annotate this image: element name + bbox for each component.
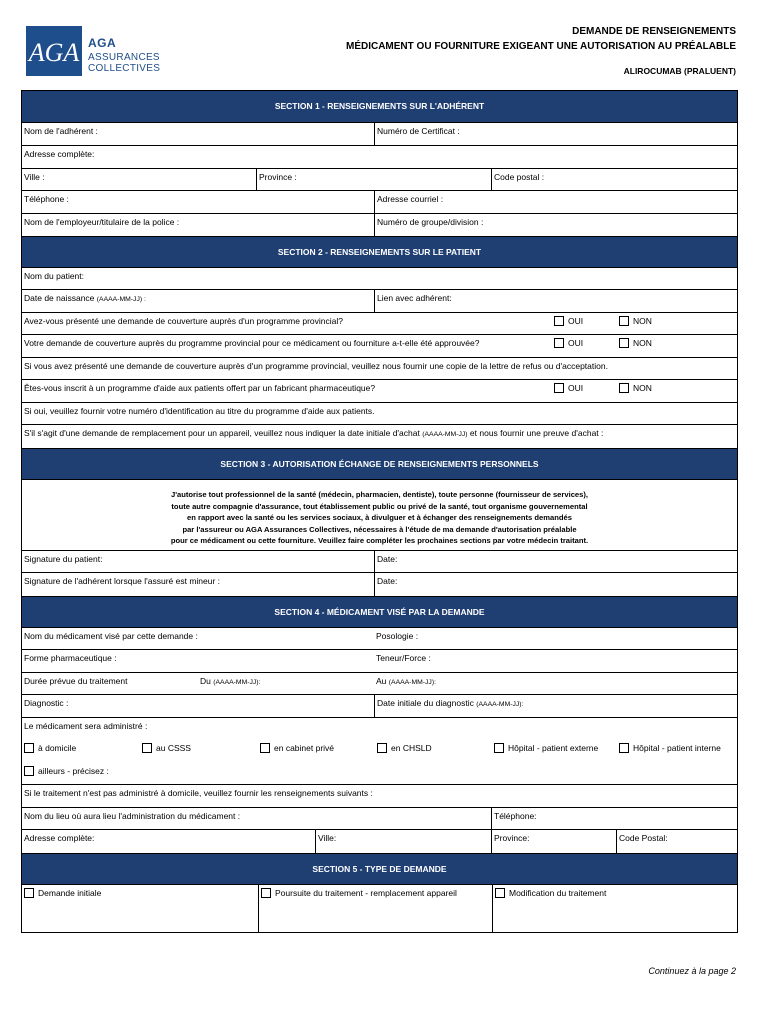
checkbox-icon: [24, 888, 34, 898]
section-5-header: SECTION 5 - TYPE DE DEMANDE: [22, 853, 737, 885]
field-groupe[interactable]: Numéro de groupe/division :: [374, 214, 737, 236]
field-lien-adherent[interactable]: Lien avec adhérent:: [374, 290, 737, 312]
document-title: DEMANDE DE RENSEIGNEMENTS MÉDICAMENT OU FOURNITURE EXIGEANT UNE AUTORISATION AU PRÉALABLE: [345, 26, 736, 52]
row-remplacement: [22, 425, 737, 448]
field-telephone-lieu[interactable]: Téléphone:: [491, 808, 737, 829]
field-diagnostic[interactable]: Diagnostic :: [24, 698, 69, 708]
field-nom-adherent[interactable]: Nom de l'adhérent :: [24, 126, 98, 136]
checkbox-icon: [261, 888, 271, 898]
field-date-signature-adherent[interactable]: Date:: [374, 573, 737, 596]
aga-logo-mark-icon: [26, 26, 82, 76]
logo: [26, 26, 176, 78]
row-ailleurs: [22, 763, 737, 785]
consent-text: J'autorise tout professionnel de la santé (médecin, pharmacien, dentiste), toute personne (fournisseur de services), toute autre compagnie d'assurance, tout établissement public ou privé de la santé, tout organisme gouvernemental en rapport avec la santé ou les services sociaux, à divulguer et à échanger des renseignements demandés par l'assureur ou AGA Assurances Collectives, nécessaires à l'étude de ma demande d'autorisation préalable pour ce médicament ou cette fourniture. Veuillez faire compléter les prochaines sections par votre médecin traitant.: [170, 490, 589, 546]
row-medicament: [22, 628, 737, 650]
row-telephone: [22, 191, 737, 214]
question-programme-provincial: Avez-vous présenté une demande de couverture auprès d'un programme provincial?: [24, 316, 343, 326]
row-naissance: [22, 290, 737, 313]
label-duree: Durée prévue du traitement: [24, 676, 128, 686]
row-employeur: [22, 214, 737, 236]
section-1-header: SECTION 1 - RENSEIGNEMENTS SUR L'ADHÉRENT: [22, 91, 737, 123]
drug-name: ALIROCUMAB (PRALUENT): [623, 66, 736, 76]
checkbox-icon: [619, 743, 629, 753]
checkbox-icon: [619, 338, 629, 348]
form: [21, 90, 738, 933]
option-non-1[interactable]: NON: [617, 313, 737, 334]
field-nom-patient[interactable]: Nom du patient:: [24, 271, 85, 281]
row-note-lettre: [22, 358, 737, 380]
row-diagnostic: [22, 695, 737, 718]
field-adresse-lieu[interactable]: Adresse complète:: [24, 833, 95, 843]
checkbox-icon: [377, 743, 387, 753]
checkbox-icon: [495, 888, 505, 898]
note-copie-lettre: Si vous avez présenté une demande de couverture auprès d'un programme provincial, veuillez nous fournir une copie de la lettre de refus ou d'acceptation.: [24, 361, 608, 371]
option-oui-2[interactable]: OUI: [552, 335, 617, 357]
row-type-demande: [22, 885, 737, 932]
checkbox-icon: [142, 743, 152, 753]
row-ville: [22, 169, 737, 191]
field-date-naissance[interactable]: Date de naissance (AAAA-MM-JJ) :: [24, 293, 146, 303]
row-adherent: [22, 123, 737, 146]
field-duree-du[interactable]: Du (AAAA-MM-JJ):: [200, 676, 261, 686]
row-duree: [22, 673, 737, 695]
checkbox-icon: [619, 383, 629, 393]
checkbox-icon: [554, 383, 564, 393]
note-lieu: Si le traitement n'est pas administré à domicile, veuillez fournir les renseignements suivants :: [24, 788, 373, 798]
field-numero-aide[interactable]: Si oui, veuillez fournir votre numéro d'identification au titre du programme d'aide aux patients.: [24, 406, 375, 416]
field-courriel[interactable]: Adresse courriel :: [374, 191, 737, 213]
option-hopital-externe[interactable]: Hôpital - patient externe: [492, 740, 617, 763]
field-ville-lieu[interactable]: Ville:: [315, 830, 491, 853]
question-demande-approuvee: Votre demande de couverture auprès du programme provincial pour ce médicament ou fourniture a-t-elle été approuvée?: [24, 338, 480, 348]
field-signature-patient[interactable]: Signature du patient:: [24, 554, 103, 564]
option-demande-initiale[interactable]: Demande initiale: [22, 885, 258, 932]
question-programme-aide: Êtes-vous inscrit à un programme d'aide aux patients offert par un fabricant pharmaceutique?: [24, 383, 376, 393]
option-non-2[interactable]: NON: [617, 335, 737, 357]
option-csss[interactable]: au CSSS: [140, 740, 258, 763]
field-date-achat[interactable]: S'il s'agit d'une demande de remplacement pour un appareil, veuillez nous indiquer la date initiale d'achat (AAAA-MM-JJ) et nous fournir une preuve d'achat :: [24, 428, 604, 438]
field-province-lieu[interactable]: Province:: [491, 830, 616, 853]
option-oui-1[interactable]: OUI: [552, 313, 617, 334]
logo-mark-text: AGA: [28, 38, 80, 67]
row-administre: [22, 718, 737, 740]
field-date-diagnostic[interactable]: Date initiale du diagnostic (AAAA-MM-JJ):: [374, 695, 737, 717]
option-domicile[interactable]: à domicile: [22, 740, 140, 763]
field-duree-au[interactable]: Au (AAAA-MM-JJ):: [376, 676, 436, 686]
field-ville[interactable]: Ville :: [24, 172, 45, 182]
checkbox-icon: [619, 316, 629, 326]
row-signature-patient: [22, 550, 737, 573]
checkbox-icon: [24, 766, 34, 776]
option-cabinet[interactable]: en cabinet privé: [258, 740, 375, 763]
field-nom-medicament[interactable]: Nom du médicament visé par cette demande :: [24, 631, 198, 641]
field-code-postal-lieu[interactable]: Code Postal:: [616, 830, 737, 853]
field-employeur[interactable]: Nom de l'employeur/titulaire de la police :: [24, 217, 180, 227]
field-date-signature-patient[interactable]: Date:: [374, 551, 737, 572]
row-lieu: [22, 808, 737, 830]
row-q-aide-patients: [22, 380, 737, 403]
option-oui-3[interactable]: OUI: [552, 380, 617, 402]
checkbox-icon: [494, 743, 504, 753]
logo-text-sub: ASSURANCES COLLECTIVES: [88, 52, 161, 74]
field-teneur[interactable]: Teneur/Force :: [376, 653, 431, 663]
footer-continue: Continuez à la page 2: [648, 966, 736, 976]
field-numero-certificat[interactable]: Numéro de Certificat :: [374, 123, 737, 145]
field-adresse[interactable]: Adresse complète:: [24, 149, 95, 159]
row-forme: [22, 650, 737, 673]
checkbox-icon: [24, 743, 34, 753]
field-nom-lieu[interactable]: Nom du lieu où aura lieu l'administration du médicament :: [24, 811, 241, 821]
row-options-lieu: [22, 740, 737, 763]
field-code-postal[interactable]: Code postal :: [491, 169, 737, 190]
checkbox-icon: [554, 338, 564, 348]
row-note-lieu: [22, 785, 737, 808]
row-note-identification: [22, 403, 737, 425]
option-hopital-interne[interactable]: Hôpital - patient interne: [617, 740, 737, 763]
row-nom-patient: [22, 268, 737, 290]
option-chsld[interactable]: en CHSLD: [375, 740, 492, 763]
field-province[interactable]: Province :: [256, 169, 491, 190]
row-q-provincial: [22, 313, 737, 335]
row-adresse: [22, 146, 737, 169]
field-posologie[interactable]: Posologie :: [376, 631, 419, 641]
field-signature-adherent[interactable]: Signature de l'adhérent lorsque l'assuré est mineur :: [24, 576, 221, 586]
option-poursuite[interactable]: Poursuite du traitement - remplacement appareil: [258, 885, 492, 932]
option-non-3[interactable]: NON: [617, 380, 737, 402]
section-2-header: SECTION 2 - RENSEIGNEMENTS SUR LE PATIENT: [22, 236, 737, 268]
section-3-header: SECTION 3 - AUTORISATION ÉCHANGE DE RENSEIGNEMENTS PERSONNELS: [22, 448, 737, 480]
label-administre: Le médicament sera administré :: [24, 721, 148, 731]
field-telephone[interactable]: Téléphone :: [24, 194, 69, 204]
checkbox-icon: [260, 743, 270, 753]
row-adresse-lieu: [22, 830, 737, 853]
option-ailleurs[interactable]: ailleurs - précisez :: [22, 763, 737, 784]
section-4-header: SECTION 4 - MÉDICAMENT VISÉ PAR LA DEMANDE: [22, 596, 737, 628]
row-q-approuvee: [22, 335, 737, 358]
field-forme[interactable]: Forme pharmaceutique :: [24, 653, 117, 663]
row-signature-adherent: [22, 573, 737, 596]
logo-text-aga: AGA: [88, 36, 117, 50]
checkbox-icon: [554, 316, 564, 326]
option-modification[interactable]: Modification du traitement: [492, 885, 737, 932]
